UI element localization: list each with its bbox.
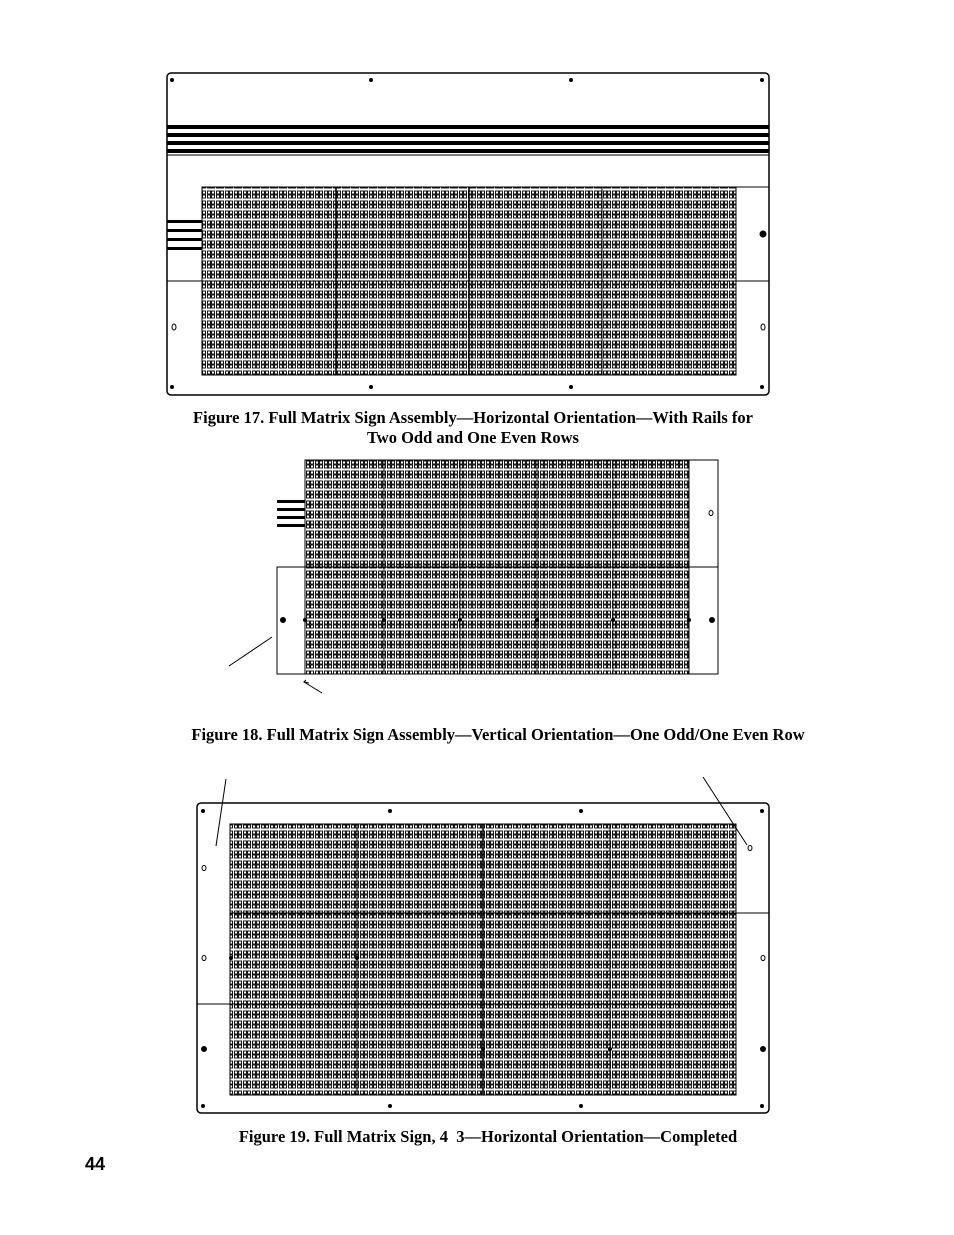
figure-18-drawing bbox=[229, 460, 718, 693]
figure-17-caption-line2: Two Odd and One Even Rows bbox=[367, 428, 579, 447]
figure-17-caption-line1: Figure 17. Full Matrix Sign Assembly—Horizontal Orientation—With Rails for bbox=[193, 408, 753, 427]
figure-19-caption: Figure 19. Full Matrix Sign, 4 3—Horizontal Orientation—Completed bbox=[238, 1127, 738, 1146]
figure-17-drawing bbox=[167, 73, 769, 395]
page-number: 44 bbox=[85, 1154, 106, 1174]
figure-18-caption: Figure 18. Full Matrix Sign Assembly—Vertical Orientation—One Odd/One Even Row bbox=[191, 725, 805, 744]
figure-19-drawing bbox=[197, 777, 769, 1113]
